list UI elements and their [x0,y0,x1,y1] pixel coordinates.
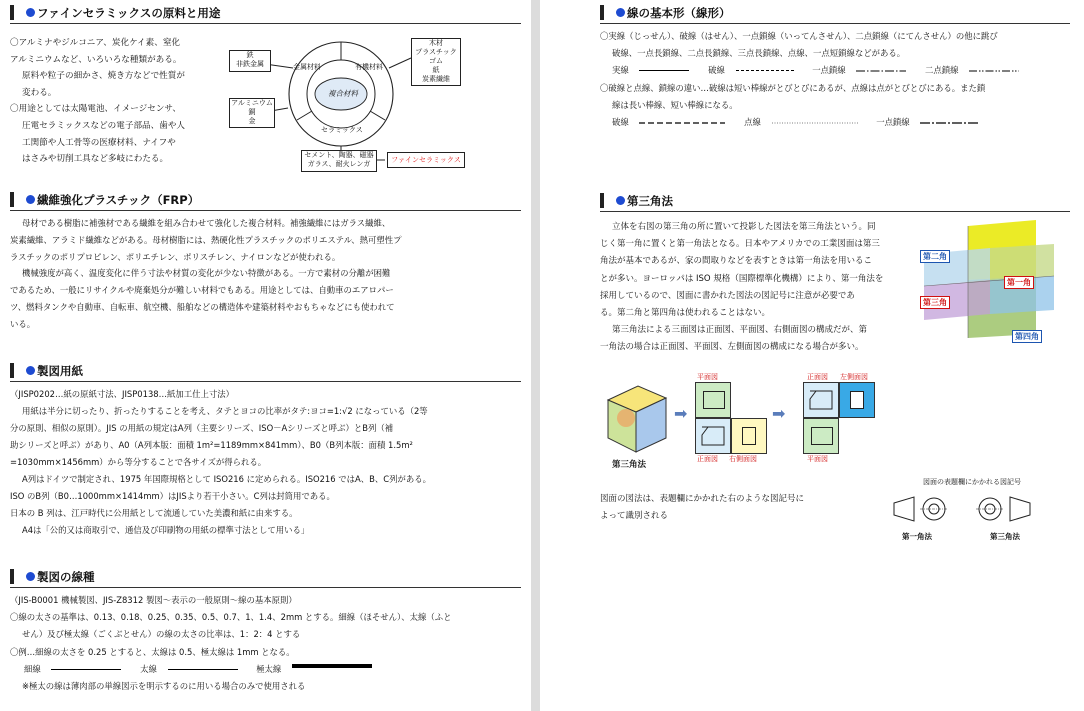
quadrant-label: 第四角 [1012,330,1042,343]
sample-label: 一点鎖線 [812,65,846,76]
section-title: ファインセラミックスの原料と用途 [37,5,221,20]
text-line: 第三角法による三面図は正面図、平面図、右側面図の構成だが、第 [612,325,868,336]
bullet-icon [26,8,35,17]
chain-line-sample [856,69,906,73]
header-bar [600,193,604,208]
text-line: はさみや切削工具など多岐にわたる。 [22,154,169,165]
header-bar [10,5,14,20]
header-bar [10,192,14,207]
text-line: せん）及び極太線（ごくぶとせん）の線の太さの比率は、1：2：4 とする [22,629,301,640]
front-view-shape [804,383,838,417]
text-line: であるため、一般にリサイクルや廃棄処分が難しい材料でもある。用途としては、自動車のエアロパー [10,285,394,296]
arrow-icon: ➡ [772,404,786,423]
text-line: いる。 [10,318,36,329]
material-box: 木材 プラスチック ゴム 紙 炭素繊維 [411,38,461,86]
section-header [10,191,521,211]
section-third-angle [600,192,1070,552]
line-samples [600,114,1070,131]
section-title: 線の基本形（線形） [627,5,731,20]
sample-label: 二点鎖線 [925,65,959,76]
cube-icon [602,380,672,460]
header-bar [10,363,14,378]
quadrant-planes [918,218,1058,348]
text-line: 破線、一点長鎖線、二点長鎖線、三点長鎖線、点線、一点短鎖線などがある。 [612,48,906,59]
thin-line-sample [51,669,121,670]
text-line: 採用しているので、図面に書かれた図法の図記号に注意が必要であ [600,290,855,301]
sample-label: 実線 [612,65,629,76]
text-line: じく第一角に置くと第一角法となる。日本やアメリカでの工業図面は第三 [600,239,880,250]
text-line: （JISP0202…紙の原紙寸法、JISP0138…紙加工仕上寸法） [10,389,234,399]
view-label: 右側面図 [729,455,757,463]
projection-symbol-figure [886,477,1058,547]
sample-label: 破線 [612,117,629,128]
material-box-highlight: ファインセラミックス [387,152,465,168]
text-line: 〇実線（じっせん）、破線（はせん）、一点鎖線（いってんさせん）、二点鎖線（にてんさせん）の他に跳び [600,31,998,41]
sample-label: 点線 [744,117,761,128]
front-view-cell [695,418,731,454]
text-line: 日本の B 列は、江戸時代に公用紙として流通していた美濃和紙に由来する。 [10,508,298,518]
bullet-icon [26,195,35,204]
dashed-line-sample [639,121,725,125]
bullet-icon [616,8,625,17]
text-line: 〇破線と点線、鎖線の違い…破線は短い棒線がとびとびにあるが、点線は点がとびとびにある。また鎖 [600,82,986,93]
material-box: アルミニウム 銅 金 [229,98,275,128]
double-chain-line-sample [969,69,1019,73]
section-body [10,386,521,539]
projection-symbols [886,489,1058,529]
quadrant-label: 第一角 [1004,276,1034,289]
view-label: 正面図 [807,373,828,381]
section-fine-ceramics [10,4,521,184]
text-line: 〇線の太さの基準は、0.13、0.18、0.25、0.35、0.5、0.7、1、1.4、2mm とする。細線（ほそせん）、太線（ふと [10,612,452,623]
section-body [600,28,1070,131]
top-view-cell [803,418,839,454]
note-line: ※極太の線は薄肉部の単線図示を明示するのに用いる場合のみで使用される [22,681,306,692]
text-line: 機械強度が高く、温度変化に伴う寸法や材質の変化が少ない特徴がある。一方で素材の分離が困難 [22,268,391,279]
text-line: 分の原則、相似の原則）。JIS の用紙の規定はA列（主要シリーズ、ISO－Aシリーズと呼ぶ）とB列（補 [10,423,394,433]
front-view-shape [696,419,730,453]
quadrant-label: 第三角 [920,296,950,309]
text-line: ISO のB列（B0…1000mm×1414mm）はJISより若干小さい。C列は封筒用である。 [10,491,335,501]
page-left [0,0,531,711]
figure-caption: 第三角法 [612,460,647,470]
section-frp [10,191,521,351]
ring-label: 金属材料 [293,63,321,71]
sample-label: 一点鎖線 [876,117,910,128]
dashed-line-sample [736,70,794,71]
section-drawing-paper [10,362,521,556]
text-line: 図面の図法は、表題欄にかかれた右のような図記号に [600,494,805,504]
view-label: 平面図 [807,455,828,463]
sample-label: 極太線 [256,663,282,674]
symbol-description [600,491,804,525]
side-view-cell [839,382,875,418]
quadrant-label: 第二角 [920,250,950,263]
section-body [10,215,521,333]
sample-label: 太線 [140,663,157,674]
thick-line-sample [168,669,238,670]
view-label: 平面図 [697,373,718,381]
section-line-shapes [600,4,1070,144]
text-line: 立体を右図の第三角の所に置いて投影した図法を第三角法という。同 [612,222,876,232]
text-line: 用紙は半分に切ったり、折ったりすることを考え、タテとヨコの比率がタテ:ヨコ=1:√2 になっている（2等 [22,406,428,416]
section-header [10,568,521,588]
text-line: 変わる。 [22,87,57,98]
side-view-cell [731,418,767,454]
text-line: ツ、燃料タンクや自動車、自転車、航空機、船舶などの構造体や建築材料やおもちゃなどにも使われて [10,301,395,312]
text-line: （JIS-B0001 機械製図、JIS-Z8312 製図～表示の一般原則～線の基本原則） [10,595,297,605]
section-header [10,4,521,24]
section-header [600,192,1070,212]
section-line-types [10,568,521,708]
text-line: 角法が基本であるが、家の間取りなどを表すときは第一角法を用いるこ [600,256,873,267]
material-box: 鉄 非鉄金属 [229,50,271,72]
bullet-icon [26,572,35,581]
solid-line-sample [639,70,689,71]
chain-line-sample [920,121,978,125]
text-line: A4は「公的又は商取引で、通信及び印刷物の用紙の標準寸法として用いる」 [22,525,310,535]
section-title: 第三角法 [627,193,673,208]
symbol-label: 第一角法 [902,532,932,541]
dotted-line-sample [772,121,858,125]
line-samples [600,62,1070,79]
text-line: =1030mm×1456mm）から等分することで各サイズが得られる。 [10,457,267,467]
page-right [540,0,1084,711]
text-line: よって識別される [600,511,669,521]
text-line: 工関節や人工骨等の医療材料、ナイフや [22,137,176,148]
text-line: A列はドイツで制定され、1975 年国際規格として ISO216 に定められる。ISO216 ではA、B、C列がある。 [22,474,431,484]
section-body [600,219,920,357]
text-line: る。第二角と第四角は使われることはない。 [600,308,771,319]
text-line: 原料や粒子の細かさ、焼き方などで性質が [22,71,185,82]
text-line: 〇アルミナやジルコニア、炭化ケイ素、窒化 [10,38,181,48]
text-line: 一角法の場合は正面図、平面図、左側面図の構成になる場合が多い。 [600,342,864,353]
center-label: 複合材料 [328,89,358,98]
bullet-icon [616,196,625,205]
quadrant-figure [918,218,1058,348]
header-bar [600,5,604,20]
section-title: 製図用紙 [37,363,83,378]
text-line: ラスチックのポリプロピレン、ポリエチレン、ポリスチレン、ナイロンなどが使われる。 [10,251,341,262]
sample-label: 細線 [24,663,41,674]
ring-label: セラミックス [321,126,363,134]
text-line: 〇用途としては太陽電池、イメージセンサ、 [10,104,182,115]
section-body [10,592,521,695]
section-title: 繊維強化プラスチック（FRP） [37,192,200,207]
extra-thick-line-sample [292,664,372,668]
view-label: 左側面図 [840,373,868,381]
sample-label: 破線 [708,65,725,76]
projection-figure [600,370,890,470]
text-line: 炭素繊維、アラミド繊維などがある。母材樹脂には、熱硬化性プラスチックのポリエステル、熱可塑性プ [10,234,402,245]
text-line: 〇例…細線の太さを 0.25 とすると、太線は 0.5、極太線は 1mm となる。 [10,646,295,657]
text-line: 線は長い棒線、短い棒線になる。 [612,99,738,110]
section-header [10,362,521,382]
header-bar [10,569,14,584]
line-samples [10,661,521,678]
text-line: 圧電セラミックスなどの電子部品、歯や人 [22,120,186,131]
symbol-label: 第三角法 [990,532,1020,541]
materials-diagram [225,28,465,178]
bullet-icon [26,366,35,375]
section-body [10,35,225,168]
section-title: 製図の線種 [37,569,95,584]
view-label: 正面図 [697,455,718,463]
text-line: とが多い。ヨーロッパは ISO 規格（国際標準化機構）により、第一角法を [600,273,884,284]
text-line: 母材である樹脂に補強材である繊維を組み合わせて強化した複合材料。補強繊維にはガラス繊維、 [22,218,391,228]
text-line: 助シリーズと呼ぶ）があり、A0（A列本版：面積 1m²=1189mm×841mm）、B0（B列本版：面積 1.5m² [10,440,413,450]
front-view-cell [803,382,839,418]
top-view-cell [695,382,731,418]
text-line: アルミニウムなど、いろいろな種類がある。 [10,54,182,65]
section-header [600,4,1070,24]
symbol-title: 図面の表題欄にかかれる図記号 [923,478,1021,486]
material-box: セメント、陶器、磁器 ガラス、耐火レンガ [301,150,377,172]
arrow-icon: ➡ [674,404,688,423]
ring-label: 有機材料 [355,63,383,71]
